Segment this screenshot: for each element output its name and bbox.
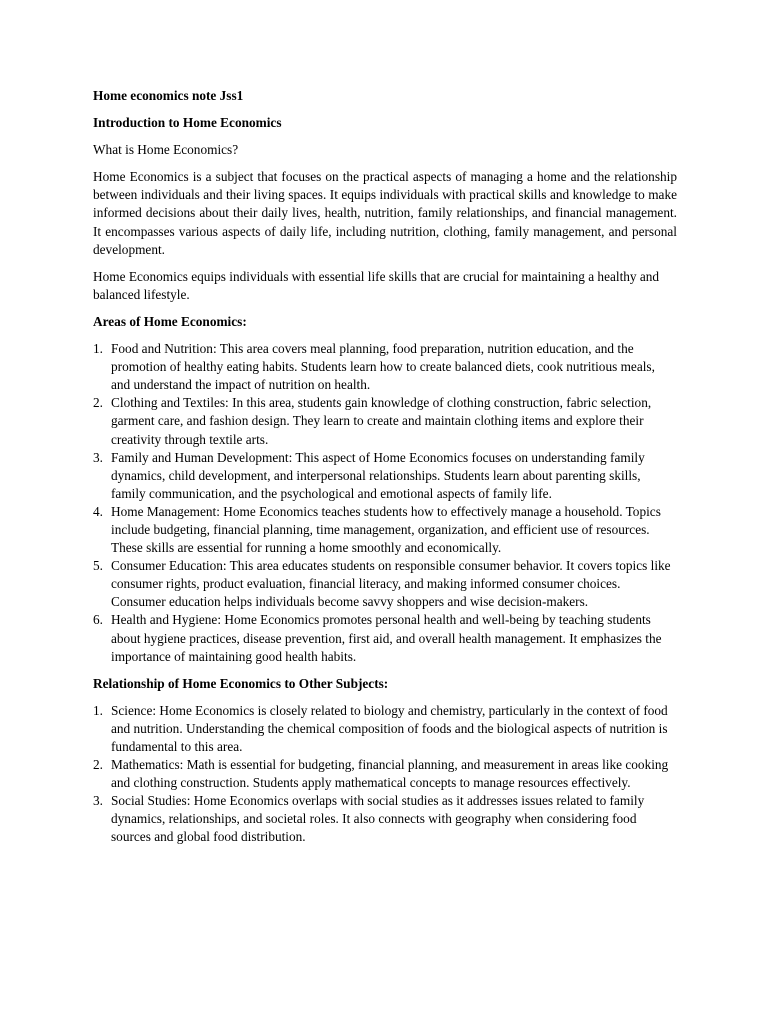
list-item: [93, 792, 677, 846]
list-item-number: 3.: [93, 449, 103, 465]
list-item-text: Food and Nutrition: This area covers meal planning, food preparation, nutrition education, and the promotion of healthy eating habits. Students learn how to create balanced diets, cook nutritious meals, and understand the impact of nutrition on health.: [111, 341, 655, 393]
list-item: [93, 702, 677, 756]
relationship-list: [93, 702, 677, 847]
document-title: Home economics note Jss1: [93, 88, 244, 103]
list-item-number: 2.: [93, 395, 103, 411]
section-heading-introduction: Introduction to Home Economics: [93, 115, 282, 131]
list-item-text: Science: Home Economics is closely related to biology and chemistry, particularly in the context of food and nutrition. Understanding the chemical composition of foods and the biological aspects of nutrition is fundamental to this area.: [111, 702, 668, 754]
section-heading-areas: Areas of Home Economics:: [93, 313, 247, 329]
list-item: [93, 449, 677, 503]
list-item-number: 2.: [93, 757, 103, 773]
second-paragraph: Home Economics equips individuals with essential life skills that are crucial for maintaining a healthy and balanced lifestyle.: [93, 268, 660, 302]
list-item: [93, 611, 677, 665]
list-item-number: 3.: [93, 793, 103, 809]
document-page: [93, 87, 677, 856]
list-item-number: 5.: [93, 558, 103, 574]
list-item-text: Consumer Education: This area educates students on responsible consumer behavior. It covers topics like consumer rights, product evaluation, financial literacy, and making informed consumer choices. Consumer education helps individuals become savvy shoppers and wise decision-makers.: [111, 558, 671, 610]
list-item-number: 1.: [93, 702, 103, 718]
list-item-text: Mathematics: Math is essential for budgeting, financial planning, and measurement in areas like cooking and clothing construction. Students apply mathematical concepts to manage resources effectively.: [111, 757, 669, 791]
intro-paragraph: Home Economics is a subject that focuses on the practical aspects of managing a home and the relationship between individuals and their living spaces. It equips individuals with practical skills and knowledge to make informed decisions about their daily lives, health, nutrition, family relationships, and financial management. It encompasses various aspects of daily life, including nutrition, clothing, family management, and personal development.: [93, 169, 677, 257]
list-item-text: Social Studies: Home Economics overlaps with social studies as it addresses issues related to family dynamics, relationships, and societal roles. It also connects with geography when considering food sources and global food distribution.: [111, 793, 645, 845]
areas-list: [93, 340, 677, 666]
question-text: What is Home Economics?: [93, 142, 239, 158]
list-item-number: 1.: [93, 341, 103, 357]
list-item-text: Family and Human Development: This aspect of Home Economics focuses on understanding family dynamics, child development, and interpersonal relationships. Students learn about parenting skills, family communication, and the psychological and emotional aspects of family life.: [111, 449, 645, 501]
list-item: [93, 503, 677, 557]
list-item-text: Health and Hygiene: Home Economics promotes personal health and well-being by teaching students about hygiene practices, disease prevention, first aid, and overall health management. It emphasizes the importance of maintaining good health habits.: [111, 612, 662, 664]
list-item-text: Clothing and Textiles: In this area, students gain knowledge of clothing construction, fabric selection, garment care, and fashion design. They learn to create and maintain clothing items and explore their creativity through textile arts.: [111, 395, 652, 447]
list-item-text: Home Management: Home Economics teaches students how to effectively manage a household. Topics include budgeting, financial planning, time management, organization, and efficient use of resources. These skills are essential for running a home smoothly and economically.: [111, 503, 661, 556]
section-heading-relationship: Relationship of Home Economics to Other Subjects:: [93, 675, 389, 691]
list-item: [93, 394, 677, 448]
list-item: [93, 557, 677, 611]
list-item-number: 4.: [93, 503, 103, 519]
list-item: [93, 340, 677, 394]
list-item-number: 6.: [93, 612, 103, 628]
list-item: [93, 756, 677, 792]
